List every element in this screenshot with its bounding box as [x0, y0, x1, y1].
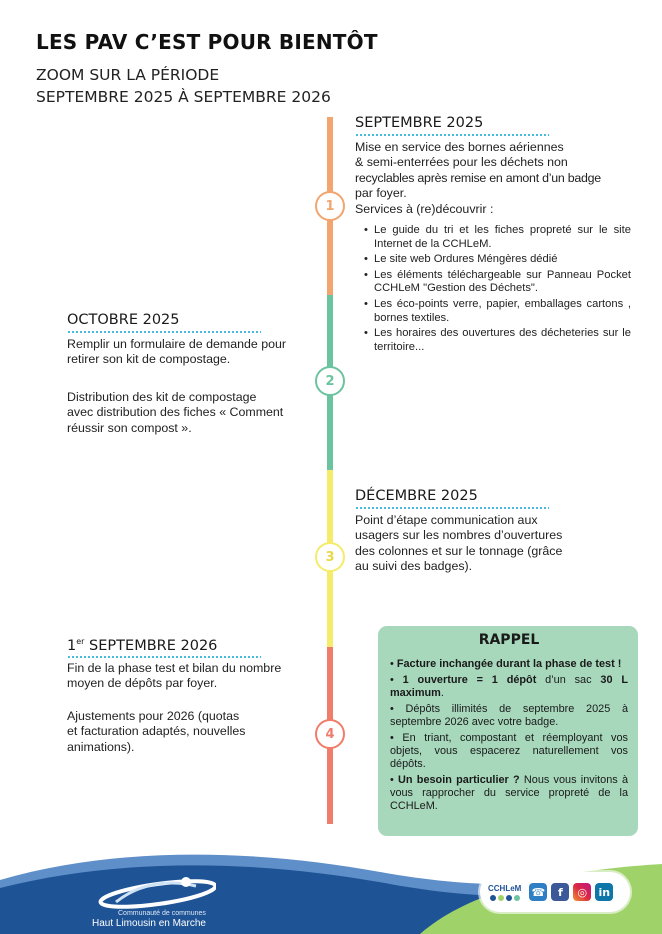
step-3-line: au suivi des badges). — [355, 559, 473, 574]
step-3-title: DÉCEMBRE 2025 — [355, 488, 478, 504]
step-3-dotted-underline — [355, 507, 549, 509]
step-2-line: avec distribution des fiches « Comment — [67, 405, 284, 420]
step-4-paragraph-1 — [67, 661, 307, 692]
step-4-title-day: 1 — [67, 637, 77, 654]
step-3-line: des colonnes et sur le tonnage (grâce — [355, 543, 563, 558]
step-3-line: usagers sur les nombres d’ouvertures — [355, 528, 563, 543]
step-3-description — [355, 513, 591, 575]
rappel-box — [378, 626, 638, 836]
rappel-item-2-end: . — [440, 687, 444, 699]
step-1-dotted-underline — [355, 134, 549, 136]
step-2-paragraph-2 — [67, 390, 307, 436]
instagram-icon[interactable]: ◎ — [573, 883, 591, 901]
rappel-item: • En triant, compostant et réemployant vos objets, vous espacerez naturellement vos dépôts. — [390, 732, 628, 770]
step-1-services-list — [364, 222, 631, 354]
subtitle-line-2: SEPTEMBRE 2025 À SEPTEMBRE 2026 — [36, 88, 331, 106]
rappel-item: • Un besoin particulier ? Nous vous invitons à vous rapprocher du service propreté de la CCHLeM. — [390, 774, 629, 812]
step-4-title-rest: SEPTEMBRE 2026 — [84, 637, 218, 654]
cchlem-dots-icon — [490, 895, 520, 901]
step-2-paragraph-1 — [67, 337, 307, 368]
rappel-item-1-text: Facture inchangée durant la phase de test ! — [396, 658, 622, 670]
rappel-item: • 1 ouverture = 1 dépôt d’un sac 30 L maximum. — [390, 674, 628, 699]
timeline-node-1: 1 — [315, 191, 345, 221]
rappel-item-5-text: Nous vous invitons à vous rapprocher du service propreté de la CCHLeM. — [390, 774, 629, 812]
rappel-item-3-text: Dépôts illimités de septembre 2025 à septembre 2026 avec votre badge. — [390, 703, 629, 728]
rappel-item: • Facture inchangée durant la phase de test ! — [390, 658, 622, 670]
cchlem-label: CCHLeM — [488, 883, 522, 893]
social-links-pill — [480, 872, 630, 912]
step-1-line: recyclables après remise en amont d’un badge — [355, 170, 601, 185]
page-subtitle — [36, 64, 331, 108]
step-1-description — [355, 140, 631, 217]
rappel-item-2-text: d’un sac — [536, 674, 601, 686]
rappel-item-2-bold-a: 1 ouverture = 1 dépôt — [402, 674, 537, 686]
step-4-dotted-underline — [67, 656, 261, 658]
rappel-item-2-bold-b: 30 L maximum — [390, 674, 628, 699]
step-1-line: & semi-enterrées pour les déchets non — [355, 155, 568, 170]
community-logo-icon — [96, 872, 216, 912]
step-4-title — [67, 637, 217, 654]
rappel-list — [390, 658, 628, 813]
facebook-icon[interactable]: f — [551, 883, 569, 901]
step-4-line: animations). — [67, 739, 135, 754]
rappel-item: • Dépôts illimités de septembre 2025 à septembre 2026 avec votre badge. — [390, 703, 629, 728]
step-3-line: Point d’étape communication aux — [355, 513, 538, 527]
page-title: LES PAV C’EST POUR BIENTÔT — [36, 30, 378, 54]
step-1-services-label: Services à (re)découvrir : — [355, 201, 494, 216]
step-2-line: Remplir un formulaire de demande pour — [67, 337, 287, 351]
cchlem-mark — [488, 884, 521, 901]
step-1-line: Mise en service des bornes aériennes — [355, 140, 564, 154]
timeline-node-2: 2 — [315, 366, 345, 396]
step-4-line: et facturation adaptés, nouvelles — [67, 724, 246, 739]
panneau-pocket-icon[interactable]: ☎ — [529, 883, 547, 901]
community-logo-small-text: Communauté de communes — [118, 910, 206, 917]
linkedin-icon[interactable]: in — [595, 883, 613, 901]
step-1-title: SEPTEMBRE 2025 — [355, 115, 484, 131]
step-4-line: Fin de la phase test et bilan du nombre — [67, 661, 282, 675]
timeline-node-3: 3 — [315, 542, 345, 572]
step-2-line: retirer son kit de compostage. — [67, 352, 231, 367]
list-item: • Les éléments téléchargeable sur Panneau Pocket CCHLeM "Gestion des Déchets". — [364, 269, 631, 296]
rappel-title: RAPPEL — [478, 632, 540, 648]
step-4-paragraph-2 — [67, 709, 303, 755]
step-4-line: Ajustements pour 2026 (quotas — [67, 709, 240, 723]
step-2-dotted-underline — [67, 331, 261, 333]
step-2-line: réussir son compost ». — [67, 420, 192, 435]
community-logo-name: Haut Limousin en Marche — [92, 918, 206, 929]
list-item: • Le site web Ordures Méngères dédié — [364, 253, 631, 267]
rappel-item-4-text: En triant, compostant et réemployant vos objets, vous espacerez naturellement vos dépôts. — [390, 732, 628, 770]
list-item: • Les horaires des ouvertures des décheteries sur le territoire... — [364, 327, 631, 354]
step-2-line: Distribution des kit de compostage — [67, 390, 257, 404]
list-item: • Le guide du tri et les fiches propreté sur le site Internet de la CCHLeM. — [364, 224, 631, 251]
step-4-title-sup: er — [76, 637, 85, 646]
timeline-node-4: 4 — [315, 719, 345, 749]
subtitle-line-1: ZOOM SUR LA PÉRIODE — [36, 66, 220, 84]
rappel-item-5-bold: Un besoin particulier ? — [398, 774, 520, 786]
step-2-title: OCTOBRE 2025 — [67, 312, 180, 328]
step-4-line: moyen de dépôts par foyer. — [67, 676, 218, 691]
list-item: • Les éco-points verre, papier, emballages cartons , bornes textiles. — [364, 298, 631, 325]
step-1-line: par foyer. — [355, 186, 407, 201]
